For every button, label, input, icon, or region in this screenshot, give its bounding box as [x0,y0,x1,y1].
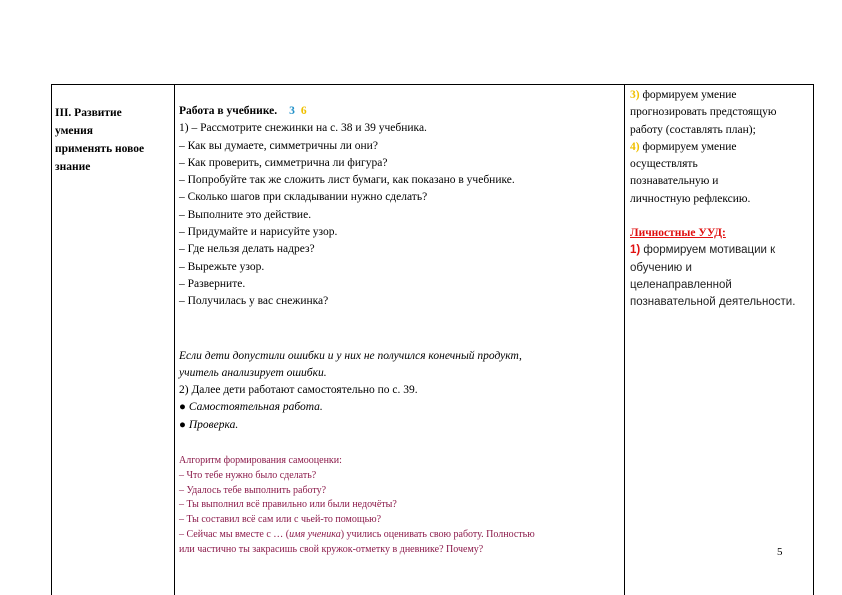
uud-item-3 [630,87,812,104]
uud-text: формируем мотивации к [640,244,776,257]
work-line: 1) – Рассмотрите снежинки на с. 38 и 39 учебника. [179,122,427,135]
uud-number: 1) [630,244,641,257]
column-divider-1 [174,84,175,595]
work-line: – Придумайте и нарисуйте узор. [179,226,338,239]
uud-item-1 [630,242,812,259]
self-assessment-algorithm [179,454,619,558]
column-divider-2 [624,84,625,595]
uud-item-4 [630,139,812,156]
personal-uud-heading: Личностные УУД: [630,227,726,240]
stage-cell [55,104,170,176]
algorithm-text: – Сейчас мы вместе с … ( [179,529,290,541]
algorithm-line: – Что тебе нужно было сделать? [179,469,317,481]
uud-text: личностную рефлексию. [630,192,751,205]
step-label: Самостоятельная работа. [188,401,323,414]
algorithm-line: – Ты выполнил всё правильно или были недочёты? [179,499,397,511]
task-2: 2) Далее дети работают самостоятельно по с. 39. [179,384,418,397]
number-3: 3 [289,105,295,117]
work-line: – Разверните. [179,277,246,290]
uud-cell [630,87,812,312]
stage-line: знание [55,161,91,173]
work-heading-row [179,103,619,120]
uud-text: познавательную и [630,175,719,188]
algorithm-text: ) учились оценивать свою работу. Полностью [340,529,535,541]
work-line: – Вырежьте узор. [179,260,265,273]
uud-text: прогнозировать предстоящую [630,106,777,119]
stage-line: умения [55,125,94,137]
uud-text: познавательной деятельности. [630,296,796,309]
uud-text: формируем умение [639,89,737,101]
algorithm-line [179,528,619,543]
uud-number: 4) [630,140,640,153]
number-6: 6 [300,105,307,117]
table-right-border [813,84,814,595]
uud-text: осуществлять [630,158,698,171]
uud-text: формируем умение [639,140,737,153]
work-heading: Работа в учебнике. [179,105,278,117]
bullet-icon: ● [179,418,186,431]
algorithm-line: – Удалось тебе выполнить работу? [179,484,327,496]
uud-number: 3) [630,89,640,101]
teacher-note: Если дети допустили ошибки и у них не получился конечный продукт, [179,349,522,362]
uud-text: обучению и [630,261,692,274]
table-top-border [51,84,814,85]
teacher-note: учитель анализирует ошибки. [179,366,327,379]
uud-text: работу (составлять план); [630,123,756,136]
work-line: – Как вы думаете, симметричны ли они? [179,139,378,152]
page-number: 5 [777,546,783,558]
step-independent [179,399,619,416]
stage-line: применять новое [55,143,145,155]
algorithm-line: или частично ты закрасишь свой кружок-отметку в дневнике? Почему? [179,543,484,555]
bullet-icon: ● [179,401,186,414]
table-left-border [51,84,52,595]
work-line: – Как проверить, симметрична ли фигура? [179,156,388,169]
work-cell [179,103,619,558]
step-check [179,417,619,434]
work-line: – Попробуйте так же сложить лист бумаги, как показано в учебнике. [179,174,515,187]
stage-line: III. Развитие [55,107,122,119]
student-name-placeholder: имя ученика [289,529,341,541]
algorithm-title: Алгоритм формирования самооценки: [179,455,342,467]
work-line: – Где нельзя делать надрез? [179,243,315,256]
uud-text: целенаправленной [630,278,732,291]
algorithm-line: – Ты составил всё сам или с чьей-то помощью? [179,514,382,526]
work-line: – Выполните это действие. [179,208,312,221]
step-label: Проверка. [188,418,239,431]
work-line: – Получилась у вас снежинка? [179,295,329,308]
work-line: – Сколько шагов при складывании нужно сделать? [179,191,428,204]
